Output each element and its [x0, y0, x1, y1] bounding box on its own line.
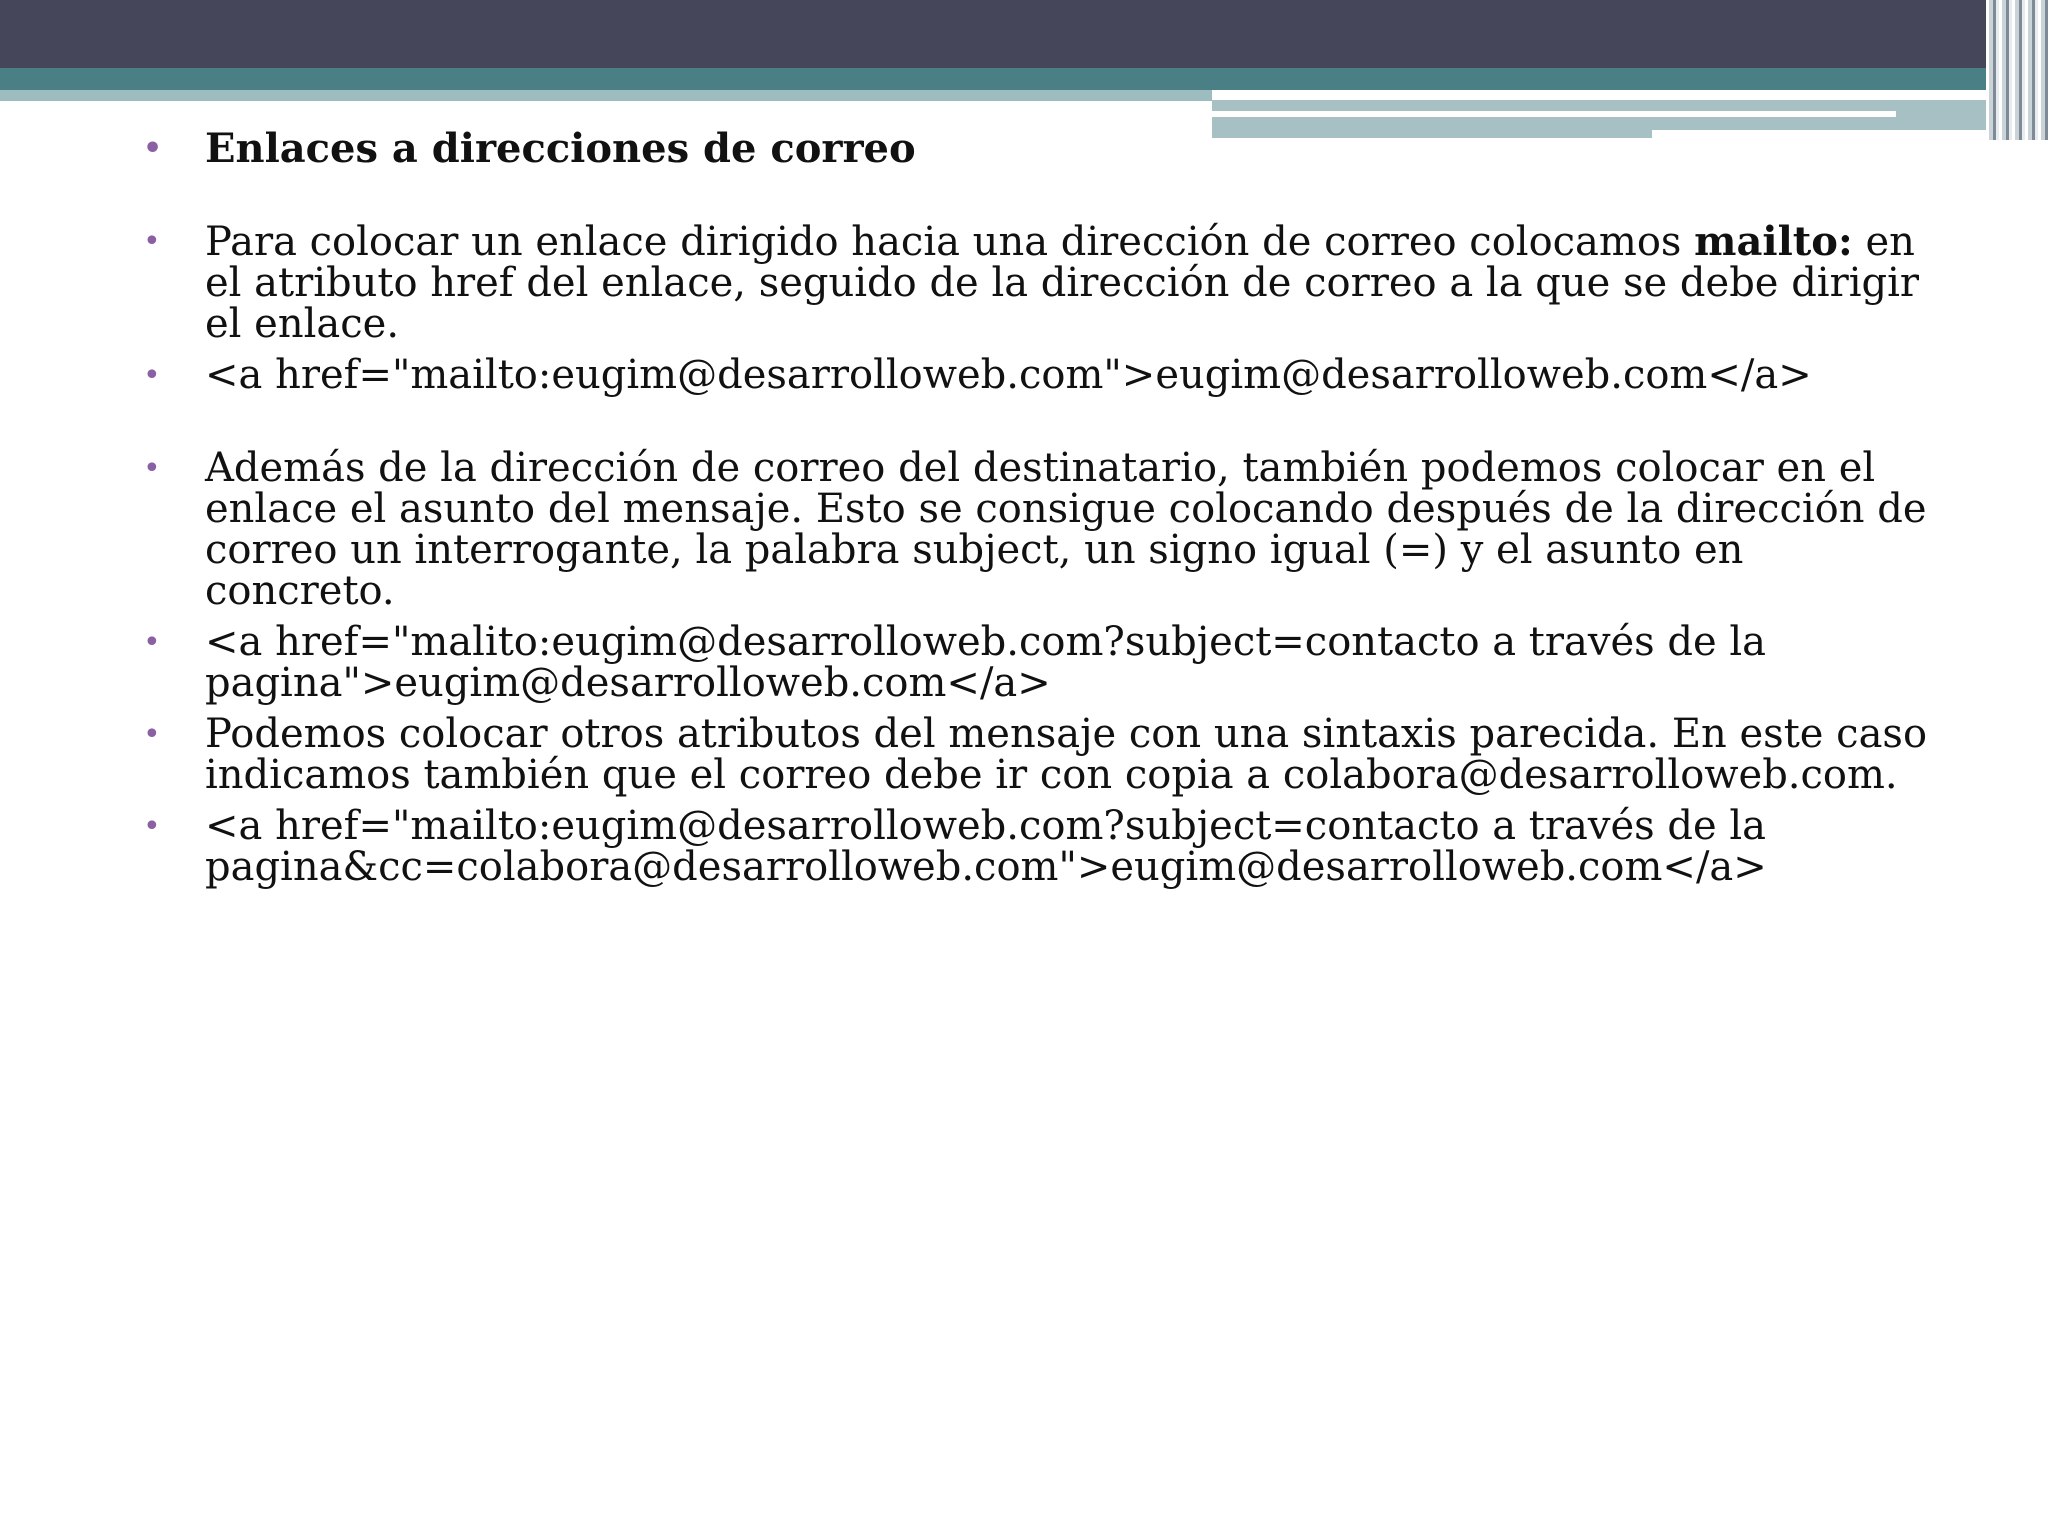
header-stripes-decoration [1986, 0, 2048, 140]
bullet-code-example-1 [140, 352, 1940, 398]
bullet-text-post: en el atributo href del enlace, seguido de la dirección de correo a la que se debe dirigir el enlace. [205, 219, 1920, 347]
bullet-text: <a href="malito:eugim@desarrolloweb.com?subject=contacto a través de la pagina">eugim@desarrolloweb.com</a> [205, 619, 1766, 706]
bullet-text: Podemos colocar otros atributos del mensaje con una sintaxis parecida. En este caso indicamos también que el correo debe ir con copia a colabora@desarrolloweb.com. [205, 711, 1928, 798]
bullet-text-pre: Para colocar un enlace dirigido hacia una dirección de correo colocamos [205, 219, 1695, 265]
bullet-cc-explanation [140, 711, 1940, 798]
slide-content [140, 125, 1940, 890]
bullet-text-bold: mailto: [1694, 218, 1853, 265]
bullet-text: <a href="mailto:eugim@desarrolloweb.com?subject=contacto a través de la pagina&cc=colabora@desarrolloweb.com">eugim@desarrolloweb.com</a> [205, 803, 1767, 890]
bullet-heading [140, 125, 1940, 172]
bullet-code-example-2 [140, 619, 1940, 706]
bullet-text: Además de la dirección de correo del destinatario, también podemos colocar en el enlace el asunto del mensaje. Esto se consigue colocando después de la dirección de correo un interrogante, la palabra subject, un signo igual (=) y el asunto en concreto. [205, 445, 1927, 614]
bullet-code-example-3 [140, 803, 1940, 890]
bullet-text: <a href="mailto:eugim@desarrolloweb.com">eugim@desarrolloweb.com</a> [205, 352, 1812, 398]
bullet-mailto-intro [140, 218, 1940, 347]
bullet-subject-explanation [140, 445, 1940, 614]
header-teal-band [0, 68, 2048, 90]
header-dark-band [0, 0, 2048, 68]
header-light-band-left [0, 90, 1212, 101]
bullet-text: Enlaces a direcciones de correo [205, 125, 916, 172]
header-white-line [1212, 111, 1896, 117]
